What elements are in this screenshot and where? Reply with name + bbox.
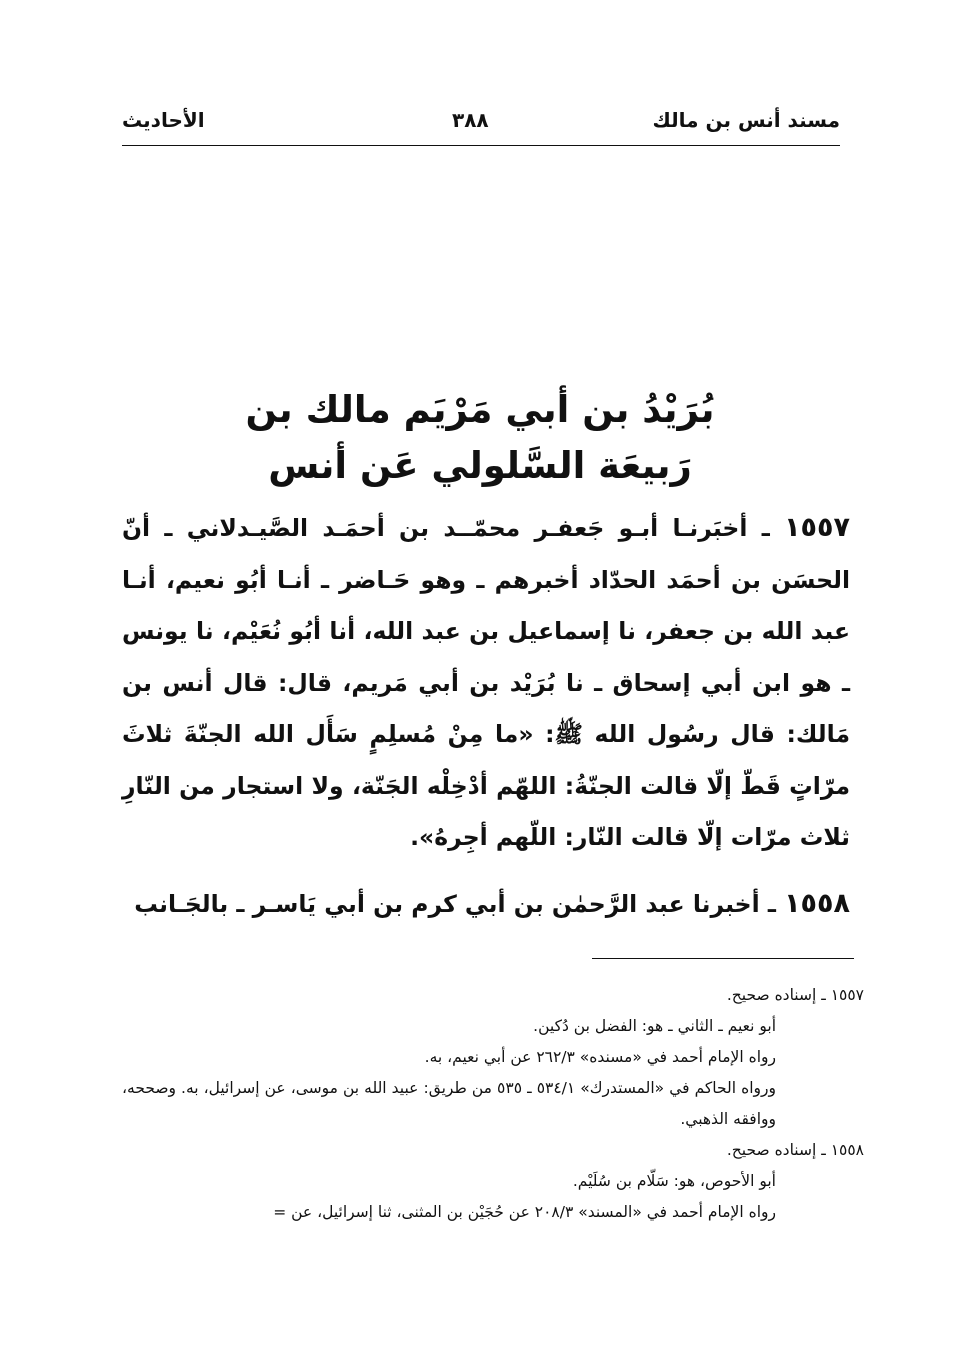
hadith-paragraph: [122, 502, 850, 864]
footnote-line: رواه الإمام أحمد في «مسنده» ٢٦٢/٣ عن أبي نعيم، به.: [424, 1048, 776, 1066]
footnotes: [122, 980, 864, 1228]
chapter-title-line-2: رَبيعَة السَّلولي عَن أنس: [268, 444, 692, 487]
hadith-paragraph: [122, 878, 850, 931]
header-section-title: الأحاديث: [122, 108, 205, 132]
footnote-line: رواه الإمام أحمد في «المسند» ٢٠٨/٣ عن حُجَيْن بن المثنى، ثنا إسرائيل، عن =: [273, 1203, 776, 1221]
footnote-text: ـ إسناده صحيح.: [726, 986, 831, 1004]
hadith-number: ١٥٥٨: [784, 887, 850, 919]
hadith-number: ١٥٥٧: [784, 512, 850, 543]
hadith-text: ـ أخبرنا عبد الرَّحمٰن بن أبي كرم بن أبي يَاسـر ـ بالجَـانب: [134, 889, 785, 918]
footnote-text: ـ إسناده صحيح.: [726, 1141, 831, 1159]
running-header: [122, 108, 840, 142]
footnote-line: [122, 1135, 864, 1166]
footnote-number: ١٥٥٧: [830, 986, 864, 1004]
footnote-line: [122, 980, 864, 1011]
header-book-title: مسند أنس بن مالك: [652, 108, 840, 132]
chapter-title-line-1: بُرَيْدُ بن أبي مَرْيَم مالك بن: [245, 388, 715, 431]
footnote-number: ١٥٥٨: [830, 1141, 864, 1159]
header-rule: [122, 145, 840, 146]
footnote-separator: [592, 958, 854, 959]
hadith-body: [122, 502, 850, 930]
footnote-line: ورواه الحاكم في «المستدرك» ٥٣٤/١ ـ ٥٣٥ من طريق: عبيد الله بن موسى، عن إسرائيل، به. وصححه، ووافقه الذهبي.: [122, 1079, 776, 1128]
footnote-line: أبو نعيم ـ الثاني ـ هو: الفضل بن دُكين.: [533, 1017, 776, 1035]
chapter-title: [150, 382, 810, 494]
footnote-line: أبو الأحوص، هو: سَلّام بن سُلَيْم.: [572, 1172, 776, 1190]
hadith-text: ـ أخبَرنـا أبـو جَعفـر محمّــد بن أحمَـد الصَّيـدلاني ـ أنّ الحسَن بن أحمَد الحدّاد أخبرهم ـ وهو حَـاضر ـ أنـا أبُو نعيم، أنـا عبد الله بن جعفر، نا إسماعيل بن عبد الله، أنا أبُو نُعَيْم، نا يونس ـ هو ابن أبي إسحاق ـ نا بُرَيْد بن أبي مَريم، قال: قال أنس بن مَالك: قال رسُول الله ﷺ: «ما مِنْ مُسلِمٍ سَأَل الله الجنّةَ ثلاثَ مرّاتٍ قَطّ إلّا قالت الجنّةُ: اللهّم أدْخِلْه الجَنّة، ولا استجار من النّارِ ثلاث مرّات إلّا قالت النّار: اللّهم أجِرهُ».: [122, 514, 850, 851]
page-number: ٣٨٨: [452, 108, 489, 132]
